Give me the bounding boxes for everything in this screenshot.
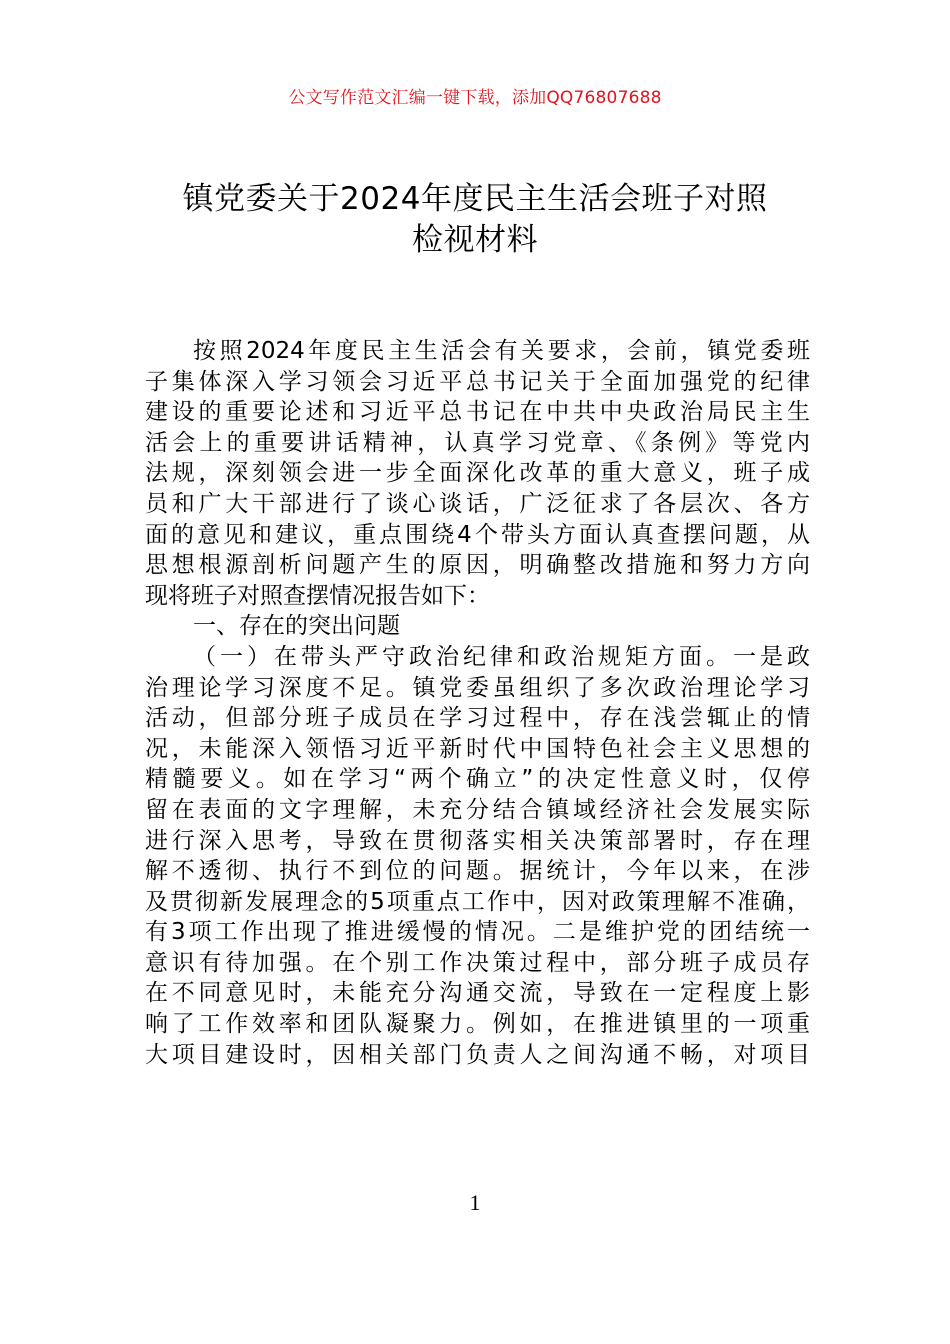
- paragraph-line: 思想根源剖析问题产生的原因，明确整改措施和努力方向: [145, 552, 810, 579]
- paragraph-line: 活会上的重要讲话精神，认真学习党章、《条例》等党内: [145, 429, 810, 456]
- document-title-line-1: 镇党委关于2024年度民主生活会班子对照: [182, 181, 768, 217]
- paragraph-line: 精髓要义。如在学习“两个确立”的决定性意义时，仅停: [145, 766, 810, 793]
- paragraph-line: 活动，但部分班子成员在学习过程中，存在浅尝辄止的情: [145, 705, 810, 732]
- paragraph-line: 解不透彻、执行不到位的问题。据统计，今年以来，在涉: [145, 858, 810, 885]
- paragraph-line: 进行深入思考，导致在贯彻落实相关决策部署时，存在理: [145, 827, 810, 854]
- paragraph-line: 响了工作效率和团队凝聚力。例如，在推进镇里的一项重: [145, 1011, 810, 1038]
- page-number: 1: [469, 1190, 481, 1215]
- paragraph-line: 员和广大干部进行了谈心谈话，广泛征求了各层次、各方: [145, 490, 810, 517]
- document-body: [145, 336, 810, 1070]
- paragraph-line: 留在表面的文字理解，未充分结合镇域经济社会发展实际: [145, 796, 810, 823]
- paragraph-line: 子集体深入学习领会习近平总书记关于全面加强党的纪律: [145, 368, 810, 395]
- section-heading: 一、存在的突出问题: [193, 613, 400, 640]
- paragraph-line: 按照2024年度民主生活会有关要求，会前，镇党委班: [193, 338, 810, 364]
- paragraph-line: 在不同意见时，未能充分沟通交流，导致在一定程度上影: [145, 980, 810, 1007]
- paragraph-line: （一）在带头严守政治纪律和政治规矩方面。一是政: [193, 643, 810, 670]
- paragraph-line: 大项目建设时，因相关部门负责人之间沟通不畅，对项目: [145, 1041, 810, 1068]
- paragraph-line: 面的意见和建议，重点围绕4个带头方面认真查摆问题，从: [145, 521, 810, 548]
- paragraph-line: 现将班子对照查摆情况报告如下：: [145, 582, 490, 609]
- paragraph-line: 有3项工作出现了推进缓慢的情况。二是维护党的团结统一: [145, 919, 810, 946]
- paragraph-line: 意识有待加强。在个别工作决策过程中，部分班子成员存: [145, 949, 810, 976]
- paragraph-line: 治理论学习深度不足。镇党委虽组织了多次政治理论学习: [145, 674, 810, 701]
- paragraph-line: 法规，深刻领会进一步全面深化改革的重大意义，班子成: [145, 460, 810, 487]
- paragraph-line: 及贯彻新发展理念的5项重点工作中，因对政策理解不准确，: [145, 888, 810, 915]
- paragraph-line: 建设的重要论述和习近平总书记在中共中央政治局民主生: [145, 399, 810, 426]
- document-title-line-2: 检视材料: [412, 222, 538, 258]
- promo-banner: 公文写作范文汇编一键下载，添加QQ76807688: [288, 88, 662, 108]
- paragraph-line: 况，未能深入领悟习近平新时代中国特色社会主义思想的: [145, 735, 810, 762]
